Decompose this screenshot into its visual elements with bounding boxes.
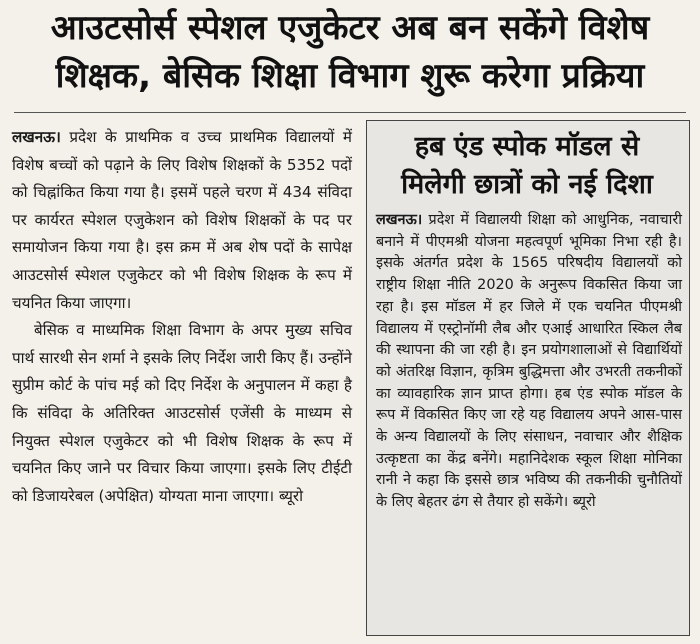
main-article-body xyxy=(12,124,352,510)
headline-line-1: आउटसोर्स स्पेशल एजुकेटर अब बन सकेंगे विशेष xyxy=(50,8,650,48)
sidebar-article-paragraph xyxy=(376,210,682,514)
main-article-paragraph-2: बेसिक व माध्यमिक शिक्षा विभाग के अपर मुख्य सचिव पार्थ सारथी सेन शर्मा ने इसके लिए निर्देश जारी किए हैं। उन्होंने सुप्रीम कोर्ट के पांच मई को दिए निर्देश के अनुपालन में कहा है कि संविदा के अतिरिक्त आउटसोर्स एजेंसी के माध्यम से नियुक्त स्पेशल एजुकेटर को भी विशेष शिक्षक के रूप में चयनित किए जाने पर विचार किया जाएगा। इसके लिए टीईटी को डिजायरेबल (अपेक्षित) योग्यता माना जाएगा। ब्यूरो xyxy=(12,321,352,505)
headline-divider xyxy=(14,112,686,113)
main-article-paragraph-1-text: प्रदेश के प्राथमिक व उच्च प्राथमिक विद्यालयों में विशेष बच्चों को पढ़ाने के लिए विशेष शिक्षकों के 5352 पदों को चिह्नांकित किया गया है। इसमें पहले चरण में 434 संविदा पर कार्यरत स्पेशल एजुकेशन को विशेष शिक्षकों के पद पर समायोजन किया गया है। इस क्रम में अब शेष पदों के सापेक्ष आउटसोर्स स्पेशल एजुकेटर को भी विशेष शिक्षक के रूप में चयनित किया जाएगा। xyxy=(12,128,352,312)
headline-line-2: शिक्षक, बेसिक शिक्षा विभाग शुरू करेगा प्रक्रिया xyxy=(55,56,645,96)
sidebar-article-body xyxy=(376,210,682,514)
sidebar-headline xyxy=(372,128,682,204)
headline xyxy=(8,4,692,100)
sidebar-headline-line-2: मिलेगी छात्रों को नई दिशा xyxy=(401,169,653,200)
sidebar-article-text: प्रदेश में विद्यालयी शिक्षा को आधुनिक, नवाचारी बनाने में पीएमश्री योजना महत्वपूर्ण भूमिका निभा रही है। इसके अंतर्गत प्रदेश के 1565 परिषदीय विद्यालयों को राष्ट्रीय शिक्षा नीति 2020 के अनुरूप विकसित किया जा रहा है। इस मॉडल में हर जिले में एक चयनित पीएमश्री विद्यालय में एस्ट्रोनॉमी लैब और एआई आधारित स्किल लैब की स्थापना की जा रही है। इन प्रयोगशालाओं से विद्यार्थियों को अंतरिक्ष विज्ञान, कृत्रिम बुद्धिमत्ता और उभरती तकनीकों का व्यावहारिक ज्ञान प्राप्त होगा। हब एंड स्पोक मॉडल के रूप में विकसित किए जा रहे यह विद्यालय अपने आस-पास के अन्य विद्यालयों के लिए संसाधन, नवाचार और शैक्षिक उत्कृष्टता का केंद्र बनेंगे। महानिदेशक स्कूल शिक्षा मोनिका रानी ने कहा कि इससे छात्र भविष्य की तकनीकी चुनौतियों के लिए बेहतर ढंग से तैयार हो सकेंगे। ब्यूरो xyxy=(376,212,682,511)
main-article-paragraph-1 xyxy=(12,124,352,317)
sidebar-headline-line-1: हब एंड स्पोक मॉडल से xyxy=(414,131,640,162)
sidebar-article-dateline: लखनऊ। xyxy=(376,212,423,228)
main-article-dateline: लखनऊ। xyxy=(12,128,61,146)
